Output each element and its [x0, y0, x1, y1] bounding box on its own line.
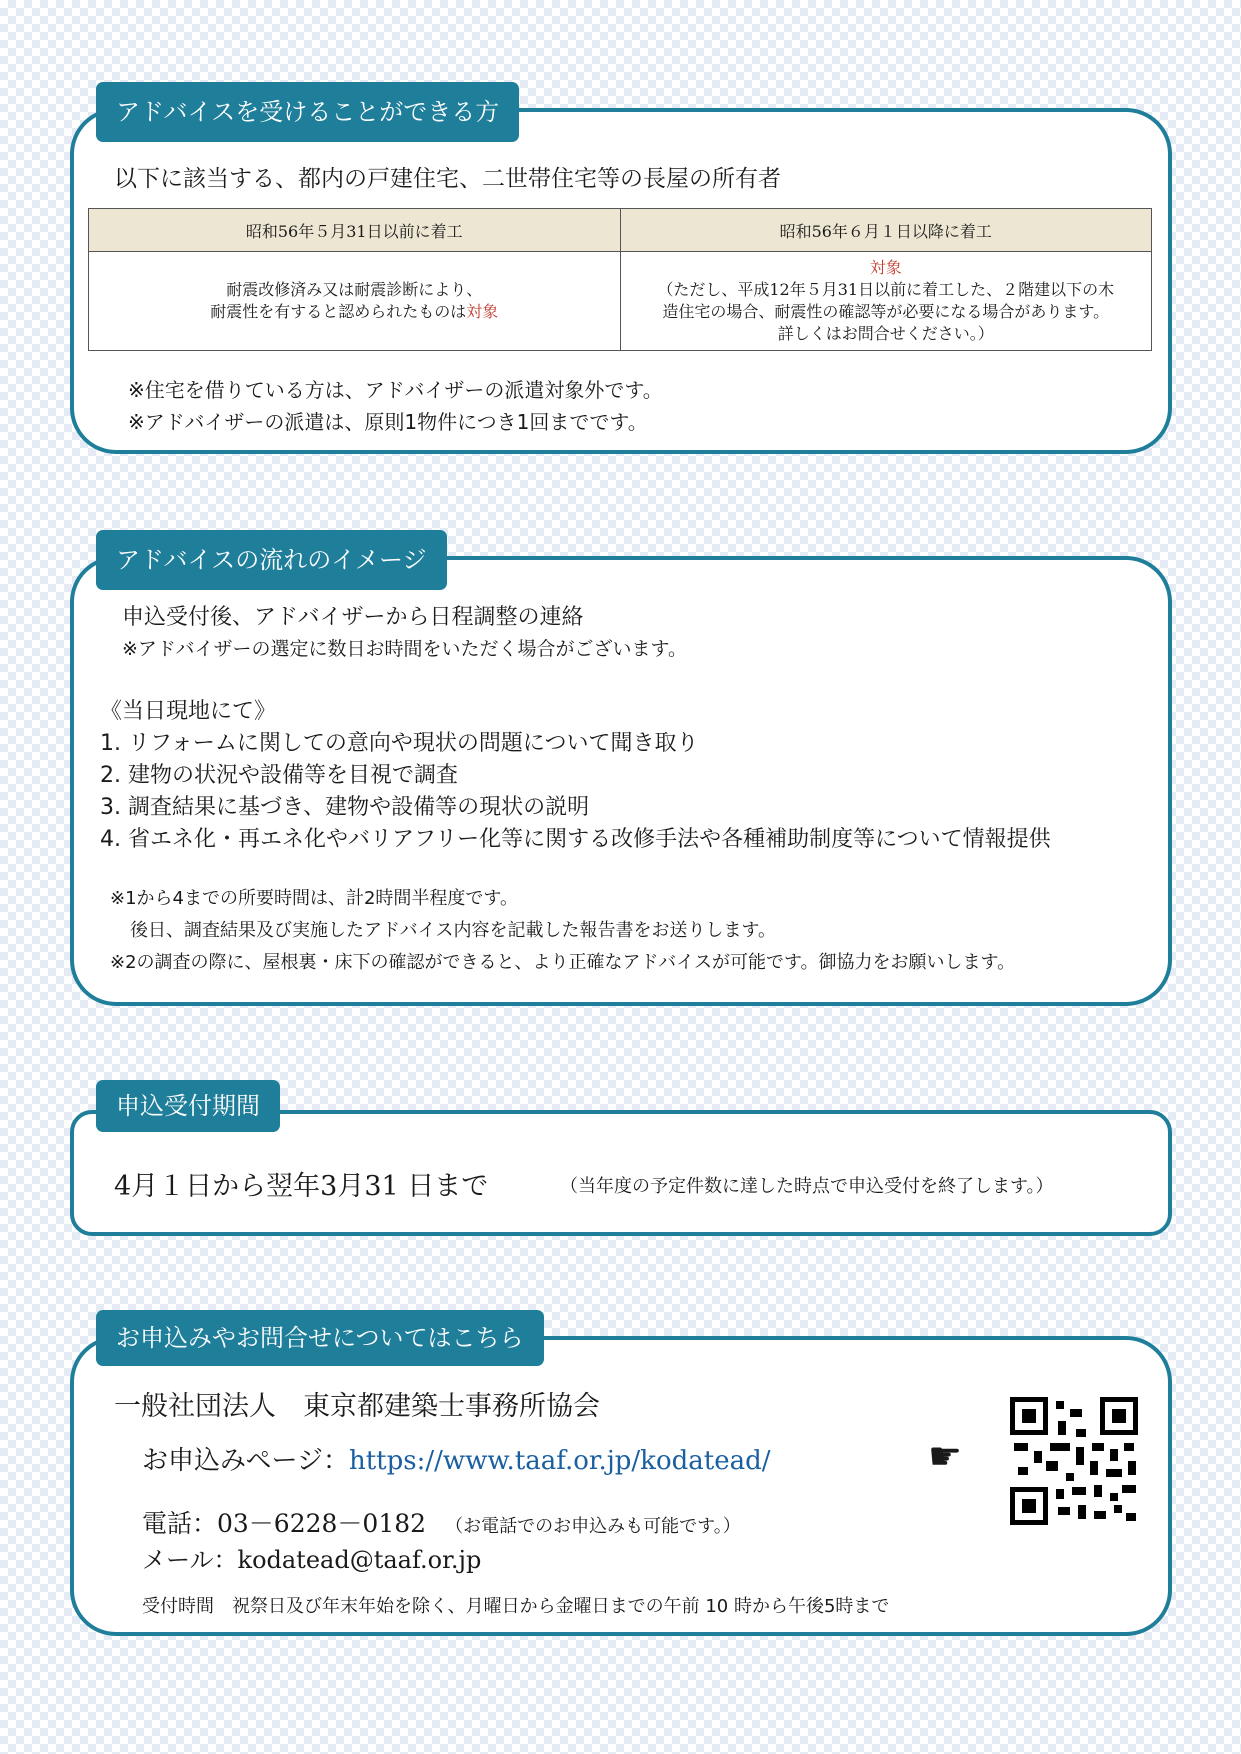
col1-header: 昭和56年５月31日以前に着工	[89, 209, 621, 252]
period-tab: 申込受付期間	[96, 1080, 280, 1132]
flow-note-3: ※2の調査の際に、屋根裏・床下の確認ができると、より正確なアドバイスが可能です。御協力をお願いします。	[110, 952, 1016, 973]
col2-line1: （ただし、平成12年５月31日以前に着工した、２階建以下の木	[657, 280, 1115, 299]
flow-lead: 申込受付後、アドバイザーから日程調整の連絡	[122, 605, 584, 630]
application-page-label: お申込みページ：	[142, 1446, 349, 1476]
col1-cell	[89, 252, 621, 351]
flow-item-1: 1. リフォームに関しての意向や現状の問題について聞き取り	[100, 731, 699, 756]
phone-row	[142, 1504, 741, 1540]
flow-tab: アドバイスの流れのイメージ	[96, 530, 447, 590]
flow-lead-note: ※アドバイザーの選定に数日お時間をいただく場合がございます。	[122, 638, 688, 660]
qr-code-icon[interactable]	[1010, 1397, 1138, 1525]
eligibility-table	[88, 208, 1152, 351]
flow-item-4: 4. 省エネ化・再エネ化やバリアフリー化等に関する改修手法や各種補助制度等について情報提供	[100, 827, 1051, 852]
col2-header: 昭和56年６月１日以降に着工	[620, 209, 1152, 252]
flow-note-2: 後日、調査結果及び実施したアドバイス内容を記載した報告書をお送りします。	[130, 920, 777, 941]
eligibility-tab: アドバイスを受けることができる方	[96, 82, 519, 142]
flow-item-2: 2. 建物の状況や設備等を目視で調査	[100, 763, 458, 788]
eligibility-note-2: ※アドバイザーの派遣は、原則1物件につき1回までです。	[128, 410, 648, 434]
application-page-link[interactable]: https://www.taaf.or.jp/kodatead/	[348, 1446, 771, 1476]
flow-note-1: ※1から4までの所要時間は、計2時間半程度です。	[110, 888, 518, 909]
application-page-row	[142, 1440, 770, 1477]
period-note: （当年度の予定件数に達した時点で申込受付を終了します。）	[560, 1176, 1054, 1197]
col2-line3: 詳しくはお問合せください。）	[777, 324, 994, 343]
col2-target: 対象	[869, 258, 902, 277]
col1-line2: 耐震性を有すると認められたものは	[210, 302, 467, 321]
flow-item-3: 3. 調査結果に基づき、建物や設備等の現状の説明	[100, 795, 590, 820]
contact-section	[70, 1336, 1172, 1636]
eligibility-table-wrap	[88, 208, 1152, 351]
reception-hours: 受付時間 祝祭日及び年末年始を除く、月曜日から金曜日までの午前 10 時から午後5時まで	[142, 1596, 890, 1617]
phone-note: （お電話でのお申込みも可能です。）	[445, 1516, 741, 1537]
col2-cell	[620, 252, 1152, 351]
onsite-heading: 《当日現地にて》	[100, 699, 277, 724]
col1-line1: 耐震改修済み又は耐震診断により、	[226, 280, 483, 299]
email-row: メール：kodatead@taaf.or.jp	[142, 1546, 482, 1574]
period-text: 4月１日から翌年3月31 日まで	[114, 1171, 489, 1202]
phone-number: 電話：03－6228－0182	[142, 1509, 427, 1538]
org-name: 一般社団法人 東京都建築士事務所協会	[114, 1391, 600, 1422]
eligibility-lead: 以下に該当する、都内の戸建住宅、二世帯住宅等の長屋の所有者	[114, 166, 781, 192]
col1-target: 対象	[466, 302, 499, 321]
col2-line2: 造住宅の場合、耐震性の確認等が必要になる場合があります。	[662, 302, 1110, 321]
pointing-hand-icon: ☛	[928, 1434, 963, 1478]
contact-tab: お申込みやお問合せについてはこちら	[96, 1310, 544, 1366]
eligibility-note-1: ※住宅を借りている方は、アドバイザーの派遣対象外です。	[128, 378, 663, 402]
